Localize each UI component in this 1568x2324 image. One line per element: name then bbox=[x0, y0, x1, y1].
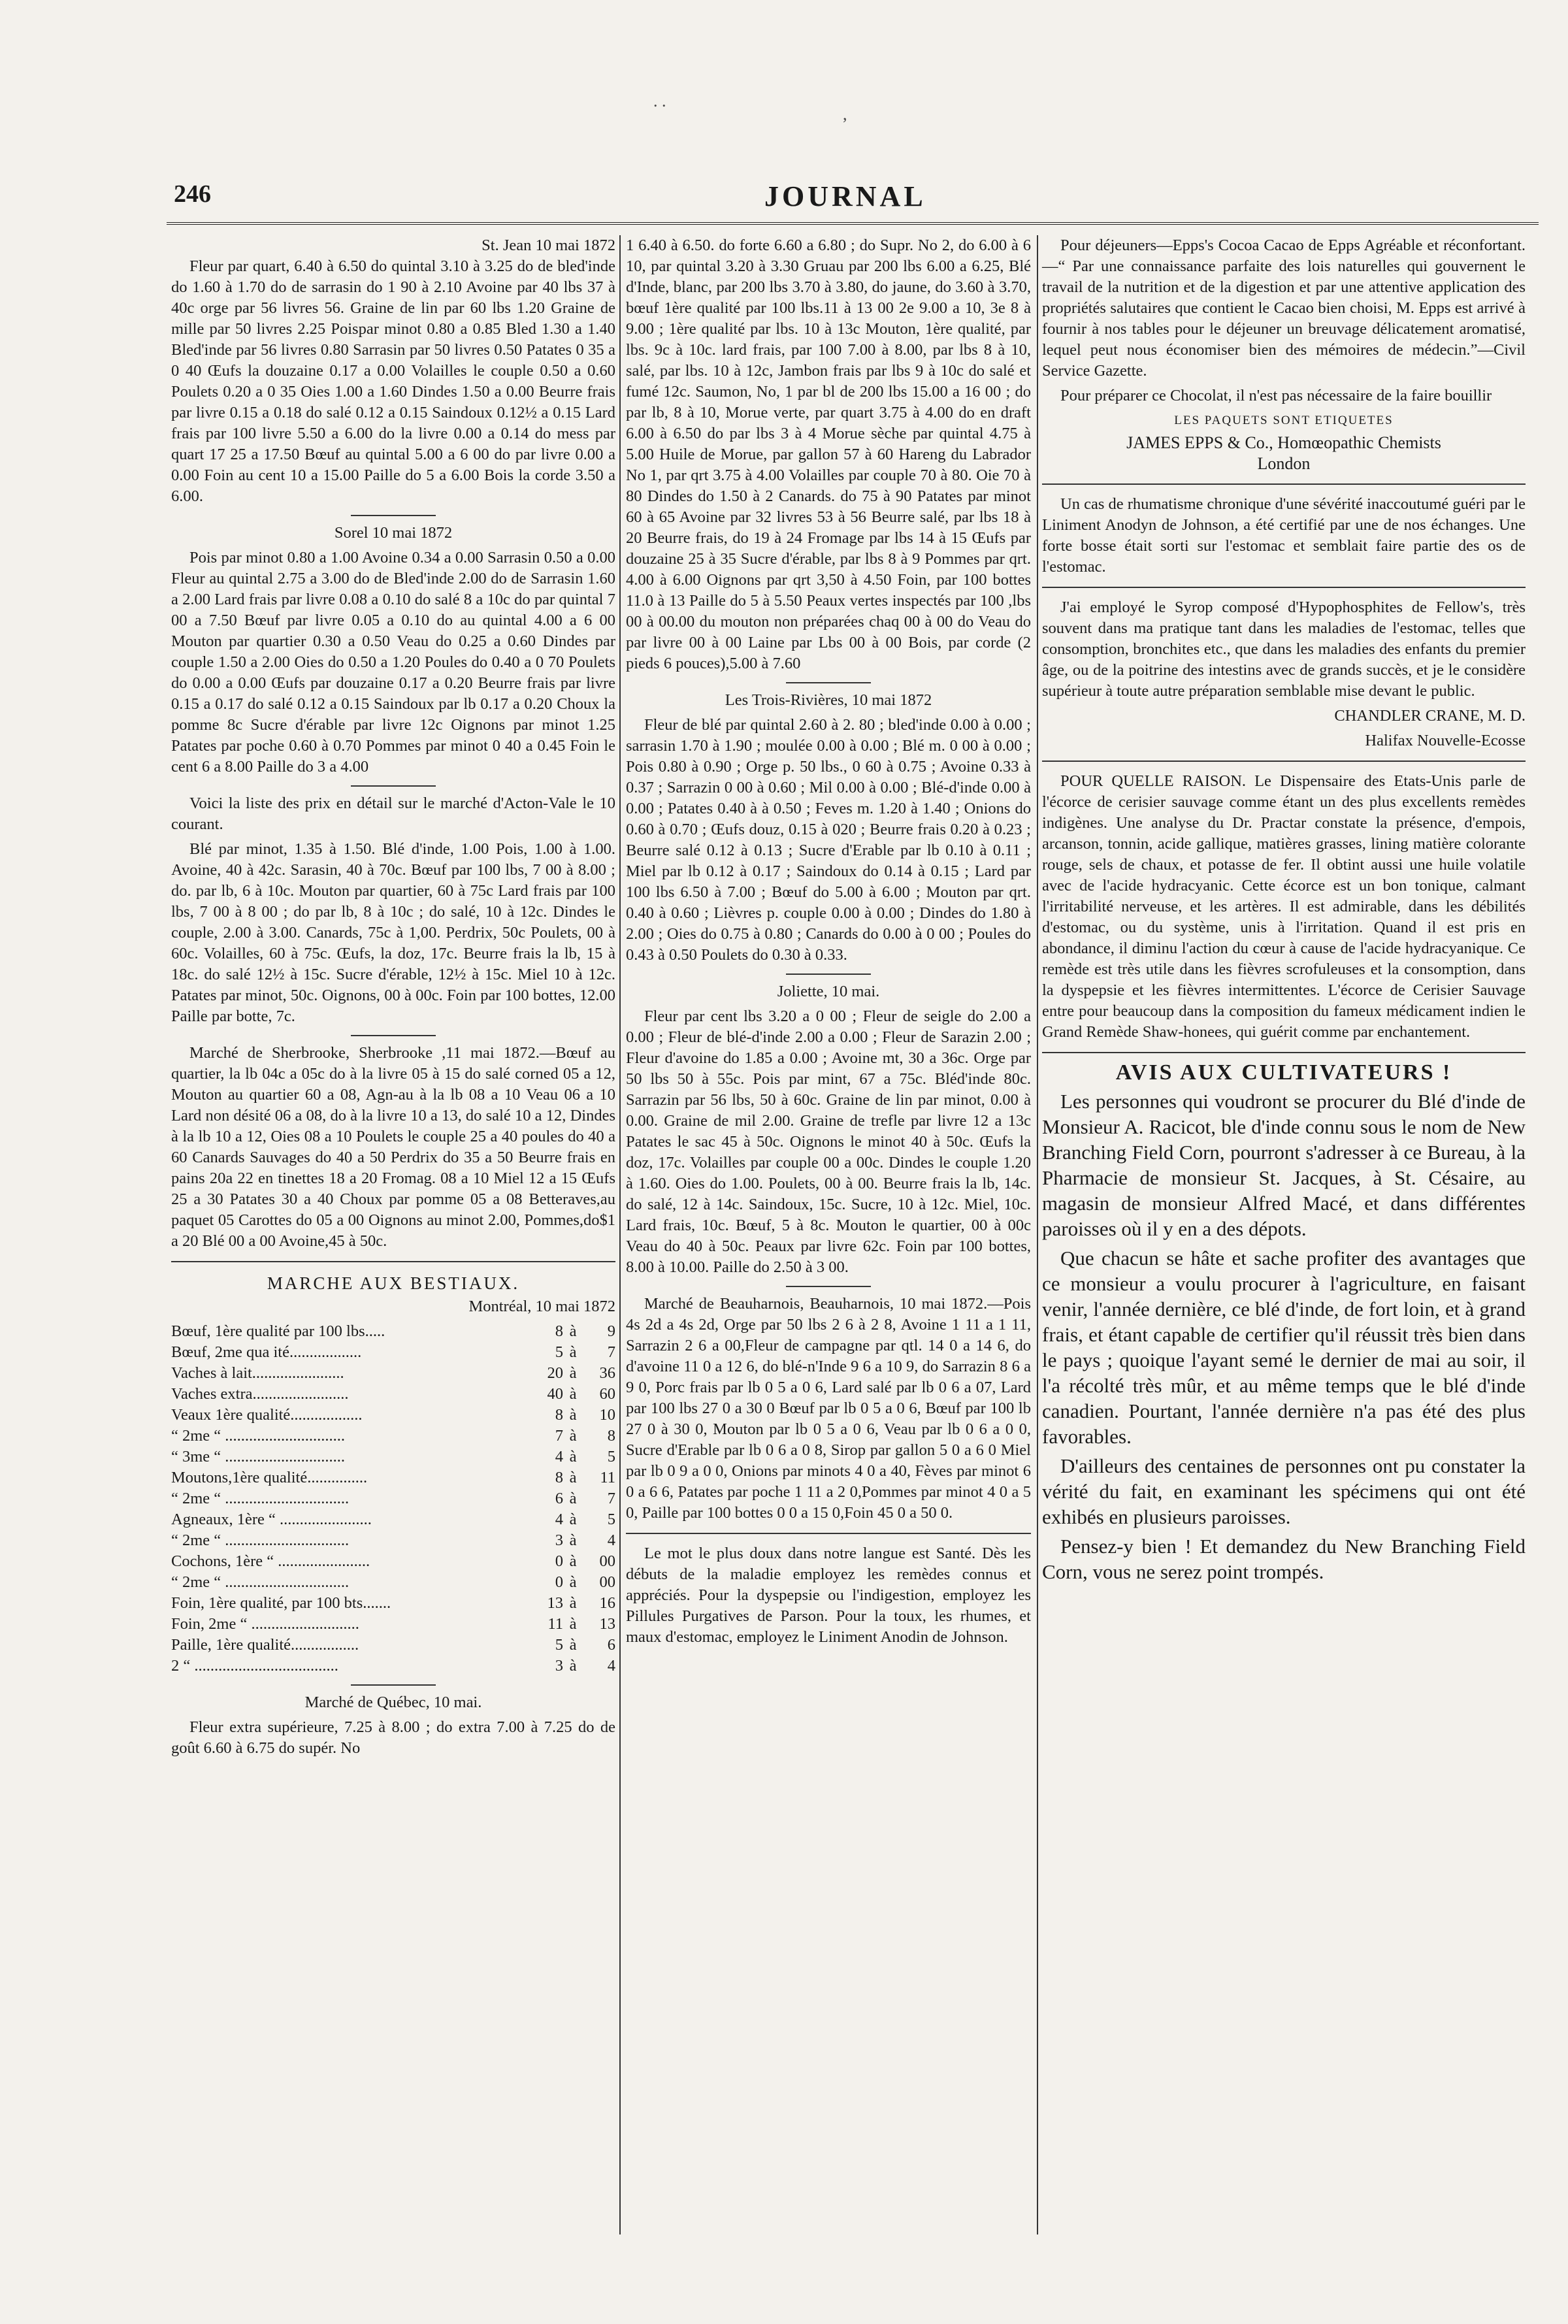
market-trois-rivieres: Fleur de blé par quintal 2.60 à 2. 80 ; bled'inde 0.00 à 0.00 ; sarrasin 1.70 à 1.90 ; moulée 0.00 à 0.00 ; Blé m. 0 00 à 0.00 ; Pois 0.80 à 0.90 ; Orge p. 50 lbs., 0 60 à 0.75 ; Avoine 0.33 à 0.37 ; Sarrazin 0 00 à 0.60 ; Mil 0.00 à 0.00 ; Blé-d'inde 0.00 à 0.00 ; Patates 0.40 à à 0.50 ; Feves m. 1.20 à 1.40 ; Onions do 0.60 à 0.70 ; Œufs douz, 0.15 à 020 ; Beurre frais 0.20 à 0.23 ; Beurre salé 0.12 à 0.13 ; Sucre d'Erable par lb 0.10 à 0.11 ; Miel par lb 0.12 à 0.17 ; Saindoux do 0.14 à 0.15 ; Lard par 100 lbs 6.50 à 7.00 ; Bœuf do 5.00 à 6.00 ; Mouton par qrt. 0.40 à 0.60 ; Lièvres p. couple 0.00 à 0.00 ; Dindes do 1.80 à 2.00 ; Oies do 0.75 à 0.80 ; Canards do 0.00 à 0 00 ; Poules do 0.43 à 0.50 Poulets do 0.30 à 0.33. bbox=[626, 716, 1031, 964]
dateline-joliette: Joliette, 10 mai. bbox=[777, 983, 880, 1000]
column-rule bbox=[1037, 235, 1038, 2234]
cerisier-article: POUR QUELLE RAISON. Le Dispensaire des Etats-Unis parle de l'écorce de cerisier sauvage comme étant un des plus excellents remèdes indigènes. Une analyse du Dr. Practar constate la présence, d'empois, arcanson, tonnin, acide gallique, matières grasses, lining matière colorante rouge, sels de chaux, et potasse de fer. Il obtint aussi une huile volatile avec de l'acide hydracyanic. Cette écorce est un bon tonique, calmant l'irritabilité nerveuse, et les artères. Il est admirable, dans les débilités d'estomac, ou du système, unis à l'irritation. Quand il est pris en abondance, il diminu l'action du cœur à cause de l'acide hydracyanique. Ce remède est très utile dans les fièvres scrofuleuses et la consomption, dans la dyspepsie et les fièvres intermittentes. L'écorce de Cerisier Sauvage entre pour beaucoup dans la composition du fameux médicament indien le Grand Remède Shaw-honees, qui guérit comme par enchantement. bbox=[1042, 772, 1526, 1041]
cattle-high: 16 bbox=[599, 1594, 615, 1612]
market-acton-intro: Voici la liste des prix en détail sur le marché d'Acton-Vale le 10 courant. bbox=[171, 794, 615, 833]
page-number: 246 bbox=[174, 180, 211, 208]
cattle-high: 36 bbox=[599, 1364, 615, 1382]
cattle-high: 00 bbox=[599, 1552, 615, 1570]
cattle-row bbox=[171, 1656, 615, 1677]
cattle-label: 2 “ .................................... bbox=[171, 1657, 338, 1675]
cattle-low: 13 bbox=[547, 1594, 563, 1612]
cattle-high: 8 bbox=[607, 1427, 615, 1445]
cattle-sep: à bbox=[569, 1594, 577, 1612]
cattle-label: Bœuf, 1ère qualité par 100 lbs..... bbox=[171, 1322, 385, 1340]
cattle-row bbox=[171, 1593, 615, 1614]
cattle-sep: à bbox=[569, 1469, 577, 1486]
cattle-sep: à bbox=[569, 1364, 577, 1382]
cattle-sep: à bbox=[569, 1552, 577, 1570]
market-sorel: Pois par minot 0.80 a 1.00 Avoine 0.34 a 0.00 Sarrasin 0.50 a 0.00 Fleur au quintal 2.75 a 3.00 do de Bled'inde 2.00 do de Sarrasin 1.60 a 2.00 Lard frais par livre 0.08 a 0.10 do salé 8 a 10c do par quintal 7 00 a 7.50 Bœuf par livre 0.05 a 0.10 do au quintal 4.00 a 6 00 Mouton par quartier 0.30 a 0.50 Veau do 0.25 a 0.60 Dindes par couple 1.50 a 2.00 Oies do 0.50 a 1.20 Poules do 0.40 a 0 70 Poulets do 0.00 a 0.00 Œufs par douzaine 0.17 a 0.20 Beurre frais par livre 0.15 a 0.17 do salé 0.12 a 0.15 Saindoux par lb 0.17 a 0.20 Choux la pomme 8c Sucre d'érable par livre 12c Oignons par minot 1.25 Patates par poche 0.60 à 0.70 Pommes par minot 0 40 a 0.45 Foin le cent 6 a 8.00 Paille do 3 a 4.00 bbox=[171, 549, 615, 776]
cattle-sep: à bbox=[569, 1531, 577, 1549]
cattle-high: 11 bbox=[600, 1469, 615, 1486]
cattle-low: 8 bbox=[555, 1322, 563, 1340]
column-rule bbox=[619, 235, 621, 2234]
cattle-high: 5 bbox=[607, 1511, 615, 1528]
cattle-label: Foin, 2me “ ........................... bbox=[171, 1615, 359, 1633]
cattle-label: “ 2me “ ............................... bbox=[171, 1531, 350, 1549]
cattle-label: “ 2me “ .............................. bbox=[171, 1427, 346, 1445]
cattle-label: Bœuf, 2me qua ité.................. bbox=[171, 1343, 362, 1361]
cattle-low: 0 bbox=[555, 1552, 563, 1570]
cattle-label: Paille, 1ère qualité................. bbox=[171, 1636, 359, 1654]
dateline-st-jean: St. Jean 10 mai 1872 bbox=[482, 237, 615, 254]
cattle-sep: à bbox=[569, 1573, 577, 1591]
print-mark: . . bbox=[653, 91, 666, 110]
cattle-sep: à bbox=[569, 1448, 577, 1465]
cattle-low: 20 bbox=[547, 1364, 563, 1382]
cattle-row bbox=[171, 1342, 615, 1363]
cattle-low: 5 bbox=[555, 1343, 563, 1361]
syrop-place: Halifax Nouvelle-Ecosse bbox=[1365, 732, 1526, 749]
cattle-label: Cochons, 1ère “ ....................... bbox=[171, 1552, 370, 1570]
avis-paragraph: Que chacun se hâte et sache profiter des avantages que ce monsieur a voulu procurer à l'agriculture, en faisant venir, l'année dernière, ce blé d'inde, de fort loin, et à grand frais, et étant capable de certifier qu'il réussit très bien dans le pays ; quoique l'ayant semé le dernier de mai au soir, il l'a récolté très mûr, et au même temps que le blé d'inde canadien. Pourtant, l'année dernière n'a pas été des plus favorables. bbox=[1042, 1247, 1526, 1448]
cattle-label: Foin, 1ère qualité, par 100 bts....... bbox=[171, 1594, 391, 1612]
rheumatism-notice: Un cas de rhumatisme chronique d'une sévérité inaccoutumé guéri par le Liniment Anodyn de Johnson, a été certifié par une de nos échanges. Une forte bosse était sorti sur l'estomac et semblait faire partie des os de l'estomac. bbox=[1042, 495, 1526, 576]
cattle-low: 8 bbox=[555, 1406, 563, 1424]
cattle-label: Moutons,1ère qualité............... bbox=[171, 1469, 368, 1486]
epps-label-note: LES PAQUETS SONT ETIQUETES bbox=[1174, 414, 1394, 427]
cattle-sep: à bbox=[569, 1490, 577, 1507]
epps-cocoa-advert: Pour déjeuners—Epps's Cocoa Cacao de Epps Agréable et réconfortant.—“ Par une connaissance parfaite des lois naturelles qui gouvernent le travail de la nutrition et de la digestion et par une attentive application des propriétés salutaires que contient le Cacao bien choisi, M. Epps est arrivé à fournir à nos tables pour le déjeuner un breuvage délicatement aromatisé, lequel peut nous économiser bien des mémoires de médecin.”—Civil Service Gazette. bbox=[1042, 237, 1526, 380]
separator bbox=[786, 682, 871, 683]
dateline-sorel: Sorel 10 mai 1872 bbox=[334, 524, 453, 542]
dateline-quebec: Marché de Québec, 10 mai. bbox=[304, 1694, 482, 1711]
avis-paragraph: D'ailleurs des centaines de personnes ont pu constater la vérité du fait, en examinant les spécimens qui ont été exhibés en plusieurs paroisses. bbox=[1042, 1454, 1526, 1528]
separator bbox=[1042, 483, 1526, 485]
cattle-row bbox=[171, 1321, 615, 1342]
cattle-low: 11 bbox=[547, 1615, 563, 1633]
cattle-market-date: Montréal, 10 mai 1872 bbox=[468, 1298, 615, 1315]
cattle-label: Agneaux, 1ère “ ....................... bbox=[171, 1511, 372, 1528]
cattle-low: 0 bbox=[555, 1573, 563, 1591]
separator bbox=[351, 1684, 436, 1686]
avis-heading: AVIS AUX CULTIVATEURS ! bbox=[1115, 1060, 1452, 1085]
market-st-jean: Fleur par quart, 6.40 à 6.50 do quintal 3.10 à 3.25 do de bled'inde do 1.60 à 1.70 do de sarrasin do 1 90 à 2.10 Avoine par 40 lbs 37 à 40c orge par 56 livres 56. Graine de lin par 60 lbs 1.20 Graine de mille par 50 livres 2.25 Poispar minot 0.80 a 0.85 Bled 1.30 a 1.40 Bled'inde par 56 livres 0.80 Sarrasin par 50 livres 0.50 Patates 0 35 a 0 40 Œufs la douzaine 0.17 a 0.00 Volailles le couple 0.50 a 0.60 Poulets 0.20 a 0 35 Oies 1.00 a 1.60 Dindes 1.50 a 0.00 Beurre frais par livre 0.15 a 0.18 do salé 0.12 a 0.15 Saindoux 0.12½ a 0.15 Lard frais par 100 livre 5.50 a 6.00 do la livre 0.00 a 0.14 do mess par quart 17 25 a 17.50 Bœuf au quintal 5.00 a 6 00 do par livre 0.00 a 0.00 Foin au cent 10 a 15.00 Paille do 5 a 6.00 Bois la corde 3.50 a 6.00. bbox=[171, 257, 615, 505]
epps-preparation: Pour préparer ce Chocolat, il n'est pas nécessaire de la faire bouillir bbox=[1060, 387, 1492, 404]
separator bbox=[1042, 761, 1526, 762]
cattle-row bbox=[171, 1447, 615, 1467]
market-quebec-continued: 1 6.40 à 6.50. do forte 6.60 a 6.80 ; do Supr. No 2, do 6.00 à 6 10, par quintal 3.20 à 3.30 Gruau par 200 lbs 6.00 a 6.25, Blé d'Inde, blanc, par 200 lbs 3.70 à 3.80, do jaune, do 3.60 à 3.70, bœuf 1ère qualité par 100 lbs.11 à 13 00 2e 9.00 a 10, 3e 8 à 9.00 ; 1ère qualité par lbs. 10 à 13c Mouton, 1ère qualité, par lbs. 9c à 10c. lard frais, par 100 7.00 à 8.00, par lbs 8 à 10, salé, par lbs. 10 à 12c, Jambon frais par lbs 9 à 10c do salé et fumé 12c. Saumon, No, 1 par bl de 200 lbs 15.00 a 16 00 ; do par lb, 8 à 10, Morue verte, par quart 3.75 à 4.00 do en draft 6.00 à 6.50 do par lbs 3 à 4 Morue sèche par quintal 4.75 à 5.00 Huile de Morue, par gallon 57 à 60 Hareng du Labrador No 1, par qrt 3.75 à 4.00 Volailles par couple 70 à 80. Oie 70 à 80 Dindes do 1.50 à 2 Canards. do 75 à 90 Patates par minot 60 à 65 Avoine par 32 livres 53 à 56 Beurre salé, par lbs 18 à 20 Beurre frais, do 19 à 24 Fromage par lbs 14 à 15 Œufs par douzaine 25 à 35 Sucre d'érable, par lbs 8 à 9 Pommes par qrt. 4.00 à 6.00 Oignons par qrt 3,50 à 4.50 Foin, par 100 bottes 11.0 à 13 Paille do 5 à 5.50 Peaux vertes inspectés par 100 ,lbs 00 à 00.00 du mouton non préparées chaq 00 à 00 do Veau do par livre 00 à 00 Laine par Lbs 00 à 00 Bois, par corde (2 pieds 6 pouces),5.00 à 7.60 bbox=[626, 237, 1031, 672]
cattle-low: 3 bbox=[555, 1531, 563, 1549]
cattle-label: “ 2me “ ............................... bbox=[171, 1573, 350, 1591]
cattle-sep: à bbox=[569, 1636, 577, 1654]
separator bbox=[351, 515, 436, 516]
cattle-row bbox=[171, 1572, 615, 1593]
market-beauharnois: Marché de Beauharnois, Beauharnois, 10 mai 1872.—Pois 4s 2d a 4s 2d, Orge par 50 lbs 2 6 à 2 8, Avoine 1 11 a 1 11, Sarrazin 2 6 a 00,Fleur de campagne par qtl. 14 0 a 14 6, do d'avoine 11 0 a 12 6, do blé-n'Inde 9 6 a 10 9, do Sarrazin 8 6 a 9 0, Porc frais par lb 0 5 a 0 6, Lard salé par lb 0 6 a 07, Lard par 100 lbs 27 0 a 30 0 Bœuf par lb 0 5 a 0 6, Bœuf par 100 lb 27 0 à 30 0, Mouton par lb 0 5 a 0 6, Veau par lb 0 6 a 0 0, Sucre d'Erable par lb 0 6 a 0 8, Sirop par gallon 5 0 a 6 0 Miel par lb 0 9 a 0 0, Onions par minots 4 0 a 40, Fèves par minot 6 0 a 6 6, Patates par poche 1 11 a 2 0,Pommes par minot 4 0 a 5 0, Paille par 100 bottes 0 0 a 15 0,Foin 45 0 a 50 0. bbox=[626, 1295, 1031, 1522]
cattle-row bbox=[171, 1384, 615, 1405]
cattle-row bbox=[171, 1363, 615, 1384]
cattle-low: 5 bbox=[555, 1636, 563, 1654]
separator bbox=[1042, 1052, 1526, 1053]
cattle-row bbox=[171, 1467, 615, 1488]
market-acton-prices: Blé par minot, 1.35 à 1.50. Blé d'inde, 1.00 Pois, 1.00 à 1.00. Avoine, 40 à 42c. Sarasin, 40 à 70c. Bœuf par 100 lbs, 7 00 à 8.00 ; do. par lb, 6 à 10c. Mouton par quartier, 60 à 75c Lard frais par 100 lbs, 7 00 à 8 00 ; do par lb, 8 à 10c ; do salé, 10 à 12c. Dindes le couple, 2.00 à 3.00. Canards, 75c à 1,00. Perdrix, 50c Poulets, 00 à 60c. Volailles, 60 à 75c. Œufs, la doz, 17c. Beurre frais la lb, 15 à 18c. do salé 12½ à 15c. Sucre d'érable, 12½ à 15c. Miel 10 à 12c. Patates par minot, 50c. Oignons, 00 à 00c. Foin par 100 bottes, 12.00 Paille par botte, 7c. bbox=[171, 840, 615, 1025]
cattle-high: 6 bbox=[607, 1636, 615, 1654]
cattle-sep: à bbox=[569, 1657, 577, 1675]
cattle-row bbox=[171, 1551, 615, 1572]
print-mark: , bbox=[843, 105, 847, 123]
cattle-price-list bbox=[171, 1321, 615, 1677]
cattle-low: 40 bbox=[547, 1385, 563, 1403]
cattle-low: 7 bbox=[555, 1427, 563, 1445]
cattle-low: 8 bbox=[555, 1469, 563, 1486]
cattle-high: 5 bbox=[607, 1448, 615, 1465]
cattle-label: Vaches à lait....................... bbox=[171, 1364, 344, 1382]
cattle-high: 7 bbox=[607, 1490, 615, 1507]
market-sherbrooke: Marché de Sherbrooke, Sherbrooke ,11 mai 1872.—Bœuf au quartier, la lb 04c a 05c do à la livre 05 à 15 do salé corned 05 a 12, Mouton au quartier 60 a 08, Agn-au à la lb 08 a 10 Veau 06 a 10 Lard non désité 06 a 08, do à la livre 10 a 13, do salé 10 a 12, Dindes à la lb 10 a 12, Oies 08 a 10 Poulets le couple 25 a 40 poules do 40 a 60 Canards Sauvages do 40 a 50 Perdrix do 35 a 50 Beurre frais en pains 20a 22 en tinettes 18 a 20 Fromag. 08 a 10 Miel 12 a 15 Œufs 25 a 30 Patates 30 a 40 Choux par pomme 05 a 08 Betteraves,au paquet 05 Carottes do 05 a 00 Oignons au minot 2.00, Pommes,do$1 a 20 Blé 00 a 00 Avoine,45 à 50c. bbox=[171, 1044, 615, 1250]
epps-company-city: London bbox=[1257, 454, 1311, 473]
cattle-low: 3 bbox=[555, 1657, 563, 1675]
avis-body bbox=[1042, 1088, 1526, 1584]
page-header bbox=[163, 180, 1542, 216]
cattle-low: 6 bbox=[555, 1490, 563, 1507]
cattle-label: “ 3me “ .............................. bbox=[171, 1448, 346, 1465]
separator bbox=[786, 1286, 871, 1287]
cattle-label: “ 2me “ ............................... bbox=[171, 1490, 350, 1507]
cattle-row bbox=[171, 1614, 615, 1635]
cattle-row bbox=[171, 1405, 615, 1426]
cattle-sep: à bbox=[569, 1427, 577, 1445]
epps-company-name: JAMES EPPS & Co., Homœopathic Chemists bbox=[1126, 433, 1441, 452]
separator bbox=[1042, 587, 1526, 588]
cattle-sep: à bbox=[569, 1343, 577, 1361]
cattle-row bbox=[171, 1635, 615, 1656]
cattle-row bbox=[171, 1509, 615, 1530]
cattle-row bbox=[171, 1530, 615, 1551]
column-2 bbox=[626, 235, 1031, 1652]
cattle-high: 60 bbox=[599, 1385, 615, 1403]
avis-paragraph: Les personnes qui voudront se procurer du Blé d'inde de Monsieur A. Racicot, ble d'inde connu sous le nom de New Branching Field Corn, pourront s'adresser à ce Bureau, à la Pharmacie de monsieur St. Jacques, à St. Césaire, au magasin de monsieur Alfred Macé, et dans différentes paroisses où il y en a des dépots. bbox=[1042, 1090, 1526, 1240]
cattle-high: 9 bbox=[607, 1322, 615, 1340]
cattle-sep: à bbox=[569, 1615, 577, 1633]
parson-advert: Le mot le plus doux dans notre langue est Santé. Dès les débuts de la maladie employez les remèdes connus et appréciés. Pour la dyspepsie ou l'indigestion, employez les Pillules Purgatives de Parson. Pour la toux, les rhumes, et maux d'estomac, employez le Liniment Anodin de Johnson. bbox=[626, 1545, 1031, 1646]
cattle-row bbox=[171, 1426, 615, 1447]
syrop-signature: CHANDLER CRANE, M. D. bbox=[1334, 707, 1526, 725]
separator bbox=[351, 785, 436, 787]
cattle-high: 7 bbox=[607, 1343, 615, 1361]
cattle-high: 4 bbox=[607, 1657, 615, 1675]
separator bbox=[351, 1035, 436, 1036]
dateline-trois-rivieres: Les Trois-Rivières, 10 mai 1872 bbox=[725, 691, 932, 709]
cattle-high: 10 bbox=[599, 1406, 615, 1424]
cattle-sep: à bbox=[569, 1322, 577, 1340]
cattle-sep: à bbox=[569, 1406, 577, 1424]
syrop-testimonial: J'ai employé le Syrop composé d'Hypophosphites de Fellow's, très souvent dans ma pratique tant dans les maladies de l'estomac, telles que consomption, bronchites etc., que dans les maladies des enfants du premier âge, ou de la poitrine des intestins avec de grands succès, et je le considère supérieur à toute autre préparation semblable mise devant le public. bbox=[1042, 598, 1526, 700]
cattle-sep: à bbox=[569, 1385, 577, 1403]
avis-paragraph: Pensez-y bien ! Et demandez du New Branching Field Corn, vous ne serez point trompés. bbox=[1042, 1535, 1526, 1583]
market-quebec: Fleur extra supérieure, 7.25 à 8.00 ; do extra 7.00 à 7.25 do de goût 6.60 à 6.75 do supér. No bbox=[171, 1718, 615, 1757]
separator bbox=[171, 1261, 615, 1262]
cattle-low: 4 bbox=[555, 1511, 563, 1528]
separator bbox=[626, 1533, 1031, 1534]
cattle-label: Veaux 1ère qualité.................. bbox=[171, 1406, 363, 1424]
column-1 bbox=[171, 235, 615, 1763]
market-joliette: Fleur par cent lbs 3.20 a 0 00 ; Fleur de seigle do 2.00 a 0.00 ; Fleur de blé-d'inde 2.00 a 0.00 ; Fleur de Sarazin 2.00 ; Fleur d'avoine do 1.85 a 0.00 ; Avoine mt, 30 a 36c. Orge par 50 lbs 50 à 55c. Pois par mint, 67 a 75c. Bléd'inde 80c. Sarrazin par 56 lbs, 50 à 60c. Graine de lin par minot, 0.00 à 0.00. Graine de mil 2.00. Graine de trefle par livre 12 a 13c Patates le sac 45 à 50c. Oignons le minot 40 à 50c. Œufs la doz, 17c. Volailles par couple 00 a 00c. Dindes le couple 1.20 à 1.60. Oies do 1.00. Poulets, 00 à 00. Beurre frais la lb, 14c. do salé, 12 à 14c. Saindoux, 15c. Sucre, 10 à 12c. Miel, 10c. Lard frais, 10c. Bœuf, 5 à 8c. Mouton le quartier, 00 à 00c Veau do 40 à 50c. Peaux par livre 62c. Foin par 100 bottes, 8.00 à 10.00. Paille do 2.50 à 3 00. bbox=[626, 1007, 1031, 1276]
header-rule bbox=[167, 222, 1539, 225]
cattle-high: 4 bbox=[607, 1531, 615, 1549]
cattle-label: Vaches extra........................ bbox=[171, 1385, 349, 1403]
cattle-market-heading: MARCHE AUX BESTIAUX. bbox=[267, 1273, 520, 1293]
epps-company bbox=[1042, 433, 1526, 474]
column-3 bbox=[1042, 235, 1526, 1588]
separator bbox=[786, 974, 871, 975]
cattle-high: 13 bbox=[599, 1615, 615, 1633]
page-title: JOURNAL bbox=[764, 180, 926, 212]
cattle-sep: à bbox=[569, 1511, 577, 1528]
cattle-high: 00 bbox=[599, 1573, 615, 1591]
cattle-low: 4 bbox=[555, 1448, 563, 1465]
cattle-row bbox=[171, 1488, 615, 1509]
